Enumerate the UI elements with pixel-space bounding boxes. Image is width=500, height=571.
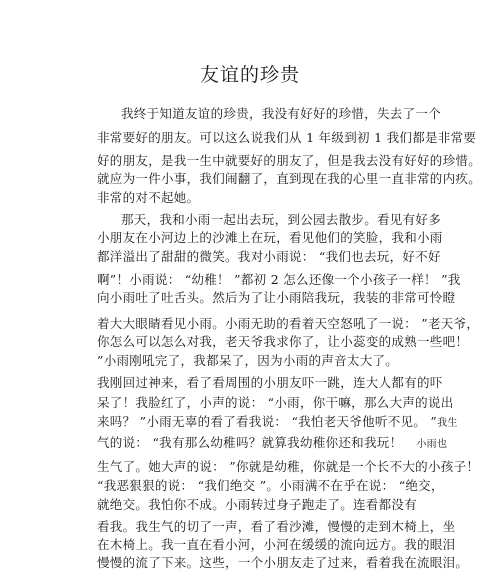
text-line: 生气了。她大声的说： ”你就是幼稚，你就是一个长不大的小孩子！ [97,459,480,474]
text-line: 都洋溢出了甜甜的微笑。我对小雨说： “我们也去玩，好不好 [97,249,441,264]
text-line: 向小雨吐了吐舌头。然后为了让小雨陪我玩，我装的非常可怜瞪 [97,290,456,305]
text-line: ”小雨刚吼完了，我都呆了，因为小雨的声音太大了。 [97,353,399,368]
text-line: 就应为一件小事，我们闹翻了，直到现在我的心里一直非常的内疚。 [97,171,482,186]
text-line: 小朋友在小河边上的沙滩上在玩，看见他们的笑脸，我和小雨 [97,230,443,245]
text-line-with-small [97,433,447,451]
text-line: 看我。我生气的切了一声，看了看沙滩，慢慢的走到木椅上，坐 [97,519,456,534]
text-line: 着大大眼睛看见小雨。小雨无助的看着天空怒吼了一说： ”老天爷， [97,316,480,331]
text-line: 好的朋友，是我一生中就要好的朋友了，但是我去没有好好的珍惜。 [97,153,482,168]
text-line: 我终于知道友谊的珍贵，我没有好好的珍惜，失去了一个 [121,106,442,121]
document-title: 友谊的珍贵 [199,64,300,86]
small-text: 小雨也 [416,439,448,450]
text-line: “我恶狠狠的说： “我们绝交 ”。小雨满不在乎在说： “绝交， [97,478,444,493]
text-span: 来吗？ ”小雨无辜的看了看我说： “我怕老天爷他听不见。 ” [97,414,438,429]
text-line: 非常要好的朋友。可以这么说我们从 1 年级到初 1 我们都是非常要 [97,130,477,145]
text-line: 呆了！我脸红了，小声的说： “小雨，你干嘛，那么大声的说出 [97,395,454,410]
text-line: 啊”！小雨说： “幼稚！ ”都初 2 怎么还像一个小孩子一样！ ”我 [97,272,461,287]
text-line: 我刚回过神来，看了看周围的小朋友吓一跳，连大人都有的吓 [97,375,443,390]
text-line: 那天，我和小雨一起出去玩，到公园去散步。看见有好多 [121,212,442,227]
text-span: 气的说： “我有那么幼稚吗？就算我幼稚你还和我玩！ [97,435,403,450]
text-line: 你怎么可以怎么对我，老天爷我求你了，让小蕊变的成熟一些吧！ [97,334,469,349]
text-line: 在木椅上。我一直在看小河，小河在缓缓的流向远方。我的眼泪 [97,537,456,552]
text-line-with-small [97,412,458,430]
text-line: 就绝交。我怕你不成。小雨转过身子跑走了。连看都没有 [97,497,418,512]
text-line: 慢慢的流了下来。这些，一个小朋友走了过来，看着我在流眼泪。 [97,555,469,570]
small-text: 我生 [437,418,458,429]
text-line: 非常的对不起她。 [97,190,200,205]
